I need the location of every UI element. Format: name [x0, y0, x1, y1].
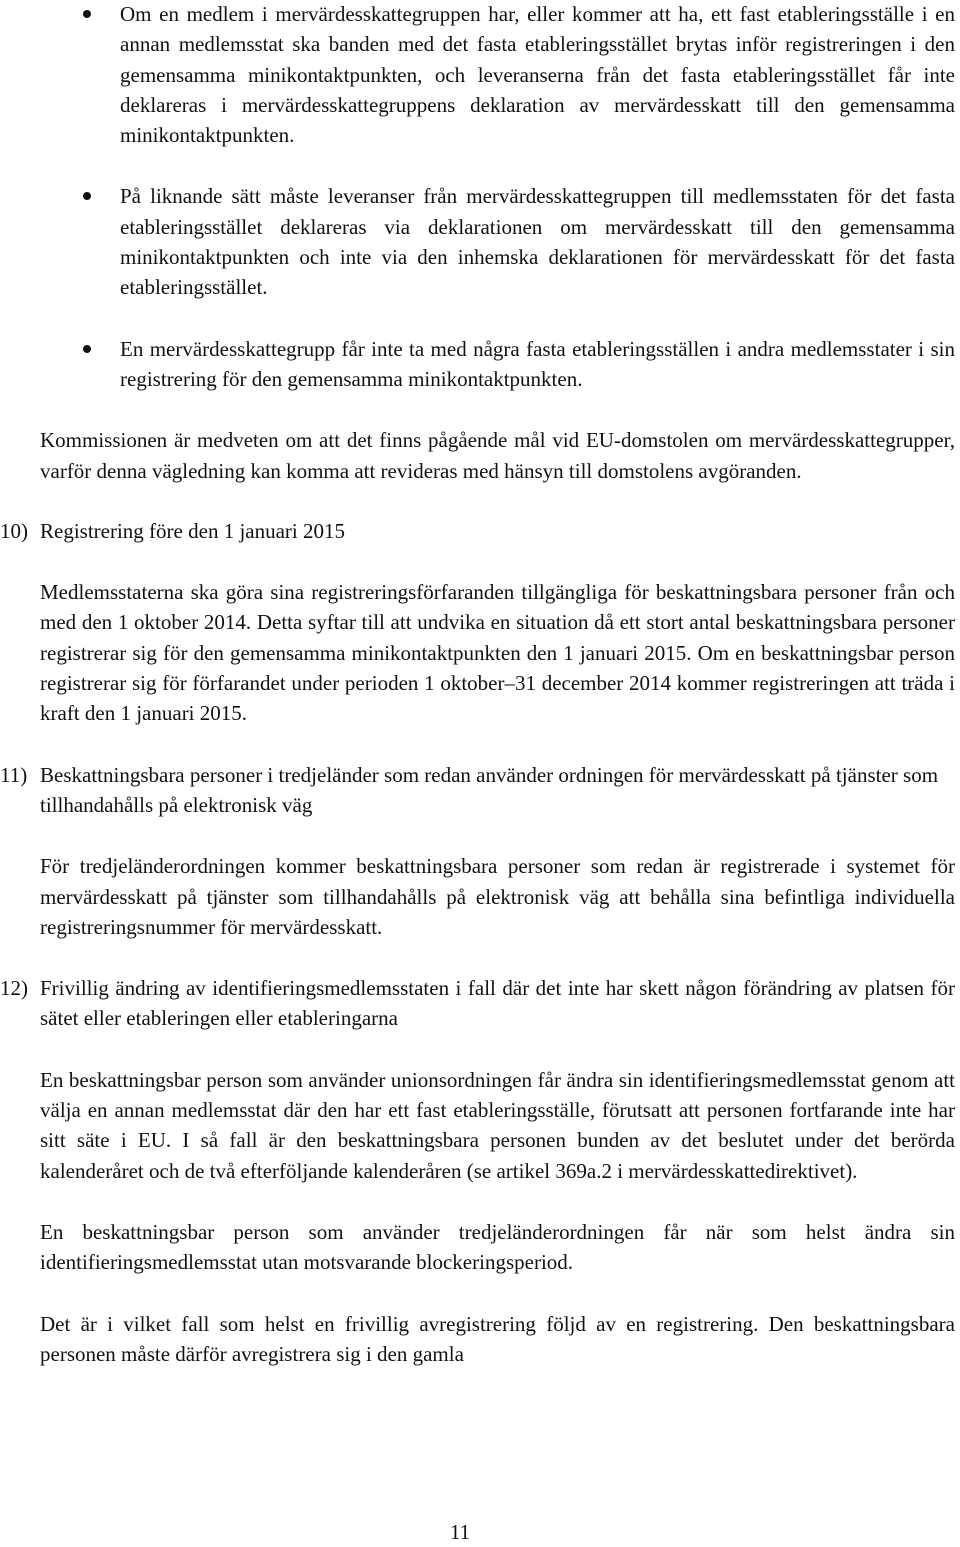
- bullet-item: [40, 181, 955, 302]
- section-heading: [0, 760, 955, 821]
- bullet-text: En mervärdesskattegrupp får inte ta med några fasta etableringsställen i andra medlemsstater i sin registrering för den gemensamma minikontaktpunkten.: [120, 336, 955, 391]
- section-11: [0, 760, 955, 942]
- bullet-dot-icon: [83, 345, 91, 353]
- section-paragraph: En beskattningsbar person som använder tredjeländerordningen får när som helst ändra sin identifieringsmedlemsstat utan motsvarande blockeringsperiod.: [40, 1219, 955, 1275]
- section-paragraph: Medlemsstaterna ska göra sina registreringsförfaranden tillgängliga för beskattningsbara personer från och med den 1 oktober 2014. Detta syftar till att undvika en situation då ett stort antal beskattningsbara personer registrerar sig för den gemensamma minikontaktpunkten den 1 januari 2015. Om en beskattningsbar person registrerar sig för förfarandet under perioden 1 oktober–31 december 2014 kommer registreringen att träda i kraft den 1 januari 2015.: [40, 580, 955, 726]
- bullet-dot-icon: [83, 192, 91, 200]
- section-number: 12): [0, 976, 28, 1001]
- section-heading: 10) Registrering före den 1 januari 2015: [0, 518, 345, 543]
- section-12: [0, 973, 955, 1369]
- section-10: [0, 516, 955, 729]
- page-number: 11: [449, 1520, 471, 1544]
- bullet-item: [40, 334, 955, 395]
- section-title: Registrering före den 1 januari 2015: [40, 518, 345, 543]
- bullet-dot-icon: [83, 10, 91, 18]
- section-title: Frivillig ändring av identifieringsmedlemsstaten i fall där det inte har skett någon förändring av platsen för sätet eller etableringen eller etableringarna: [40, 976, 955, 1031]
- bullet-list: [40, 0, 955, 394]
- section-number: 11): [0, 762, 28, 787]
- section-heading: [0, 973, 955, 1034]
- section-paragraph: För tredjeländerordningen kommer beskattningsbara personer som redan är registrerade i systemet för mervärdesskatt på tjänster som tillhandahålls på elektronisk väg att behålla sina befintliga individuella registreringsnummer för mervärdesskatt.: [40, 854, 955, 939]
- bullet-text: Om en medlem i mervärdesskattegruppen har, eller kommer att ha, ett fast etableringsställe i en annan medlemsstat ska banden med det fasta etableringsstället brytas inför registreringen i den gemensamma minikontaktpunkten, och leveranserna från det fasta etableringsstället får inte deklareras i mervärdesskattegruppens deklaration av mervärdesskatt till den gemensamma minikontaktpunkten.: [120, 2, 955, 148]
- section-paragraph: Det är i vilket fall som helst en frivillig avregistrering följd av en registrering. Den beskattningsbara personen måste därför avregistrera sig i den gamla: [40, 1311, 955, 1366]
- bullet-item: [40, 0, 955, 150]
- section-title: Beskattningsbara personer i tredjeländer som redan använder ordningen för mervärdesskatt på tjänster som tillhandahålls på elektronisk väg: [40, 762, 939, 817]
- commission-paragraph: Kommissionen är medveten om att det finns pågående mål vid EU-domstolen om mervärdesskattegrupper, varför denna vägledning kan komma att revideras med hänsyn till domstolens avgöranden.: [40, 428, 955, 483]
- section-paragraph: En beskattningsbar person som använder unionsordningen får ändra sin identifieringsmedlemsstat genom att välja en annan medlemsstat där den har ett fast etableringsställe, förutsatt att personen fortfarande inte har sitt säte i EU. I så fall är den beskattningsbara personen bunden av det beslutet under det berörda kalenderåret och de två efterföljande kalenderåren (se artikel 369a.2 i mervärdesskattedirektivet).: [40, 1067, 955, 1183]
- bullet-text: På liknande sätt måste leveranser från mervärdesskattegruppen till medlemsstaten för det fasta etableringsstället deklareras via deklarationen om mervärdesskatt till den gemensamma minikontaktpunkten och inte via den inhemska deklarationen för mervärdesskatt för det fasta etableringsstället.: [120, 184, 955, 300]
